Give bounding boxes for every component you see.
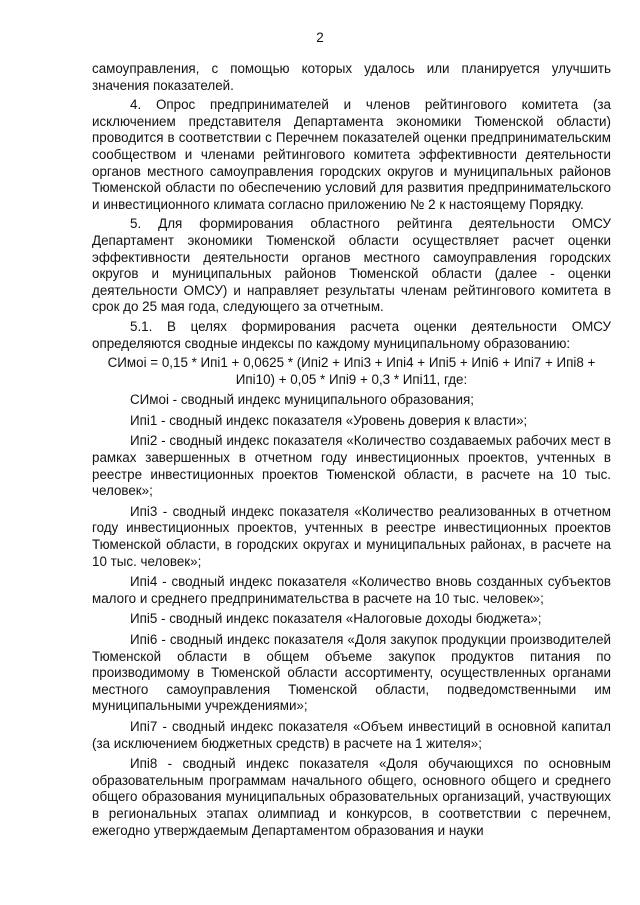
formula-line-2: Ипi10) + 0,05 * Ипi9 + 0,3 * Ипi11, где:	[235, 371, 468, 387]
document-body	[92, 61, 611, 839]
definition-ip1: Ипi1 - сводный индекс показателя «Уровень доверия к власти»;	[130, 412, 528, 428]
definition-ip3: Ипi3 - сводный индекс показателя «Количество реализованных в отчетном году инвестиционных проектов, учтенных в реестре инвестиционных проектов Тюменской области, в городских округах и муниципальных районах, в расчете на 10 тыс. человек»;	[92, 503, 611, 569]
definition-ip8: Ипi8 - сводный индекс показателя «Доля обучающихся по основным образовательным программам начального общего, основного общего и среднего общего образования муниципальных образовательных организаций, участвующих в региональных этапах олимпиад и конкурсов, в соответствии с перечнем, ежегодно утверждаемым Департаментом образования и науки	[92, 756, 611, 838]
formula-line-1: СИмоi = 0,15 * Ипi1 + 0,0625 * (Ипi2 + Ипi3 + Ипi4 + Ипi5 + Ипi6 + Ипi7 + Ипi8 +	[107, 355, 596, 371]
definition-ip2: Ипi2 - сводный индекс показателя «Количество создаваемых рабочих мест в рамках завершенных в отчетном году инвестиционных проектов, учтенных в реестре инвестиционных проектов Тюменской области, в расчете на 10 тыс. человек»;	[92, 433, 611, 499]
definition-ip5: Ипi5 - сводный индекс показателя «Налоговые доходы бюджета»;	[130, 611, 542, 627]
paragraph-item-4: 4. Опрос предпринимателей и членов рейтингового комитета (за исключением представителя Департамента экономики Тюменской области) проводится в соответствии с Перечнем показателей оценки предпринимательским сообществом и членами рейтингового комитета эффективности деятельности органов местного самоуправления городских округов и муниципальных районов Тюменской области по обеспечению условий для развития предпринимательского и инвестиционного климата согласно приложению № 2 к настоящему Порядку.	[92, 97, 611, 212]
formula-block	[92, 355, 611, 388]
paragraph-continuation: самоуправления, с помощью которых удалось или планируется улучшить значения показателей.	[92, 61, 611, 93]
definition-simo: СИмоi - сводный индекс муниципального образования;	[130, 392, 474, 408]
definition-ip7: Ипi7 - сводный индекс показателя «Объем инвестиций в основной капитал (за исключением бюджетных средств) в расчете на 1 жителя»;	[92, 718, 611, 751]
page-number: 2	[316, 30, 324, 45]
definition-ip6: Ипi6 - сводный индекс показателя «Доля закупок продукции производителей Тюменской области в общем объеме закупок продуктов питания по производимому в Тюменской области ассортименту, осуществленных органами местного самоуправления Тюменской области, подведомственными им муниципальными учреждениями»;	[92, 632, 611, 714]
paragraph-item-5: 5. Для формирования областного рейтинга деятельности ОМСУ Департамент экономики Тюменской области осуществляет расчет оценки эффективности деятельности органов местного самоуправления городских округов и муниципальных районов Тюменской области (далее - оценки деятельности ОМСУ) и направляет результаты членам рейтингового комитета в срок до 25 мая года, следующего за отчетным.	[92, 216, 611, 315]
paragraph-item-5-1: 5.1. В целях формирования расчета оценки деятельности ОМСУ определяются сводные индексы по каждому муниципальному образованию:	[92, 318, 611, 351]
definition-ip4: Ипi4 - сводный индекс показателя «Количество вновь созданных субъектов малого и среднего предпринимательства в расчете на 10 тыс. человек»;	[92, 574, 611, 606]
